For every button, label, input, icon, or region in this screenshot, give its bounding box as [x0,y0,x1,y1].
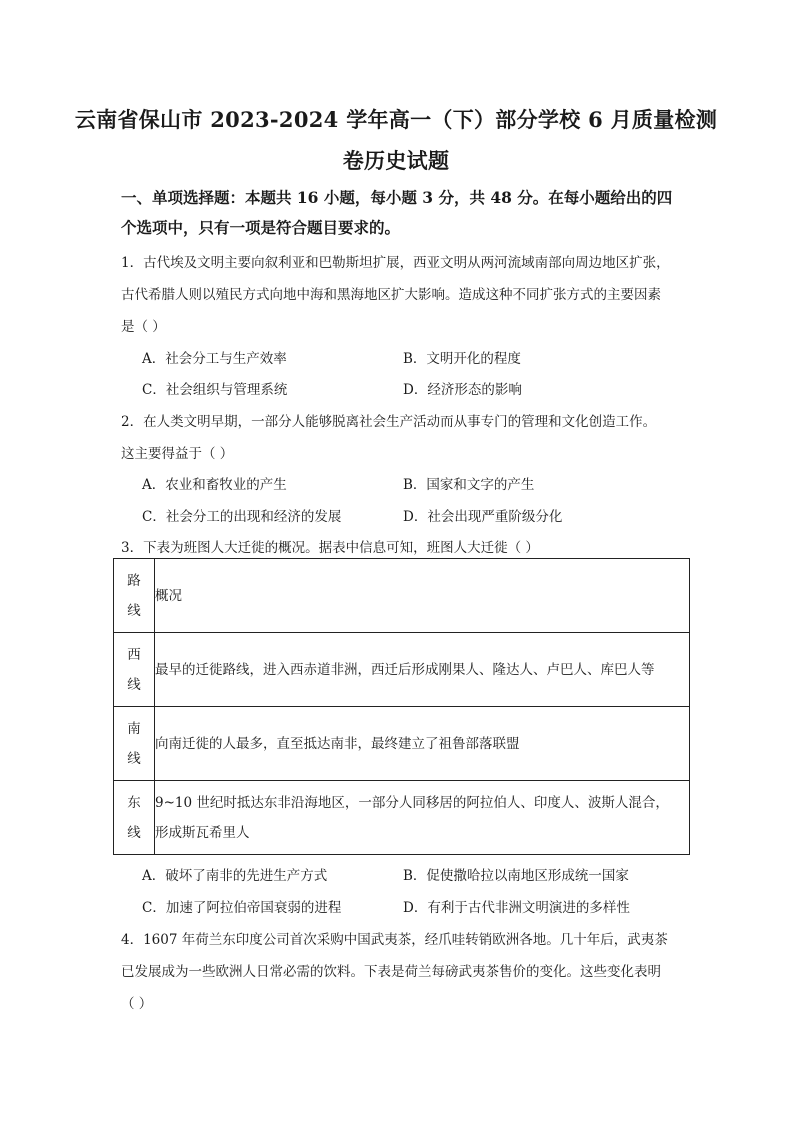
overview-text-line1: 向南迁徙的人最多，直至抵达南非，最终建立了祖鲁部落联盟 [155,735,520,752]
table-header-route [114,559,155,633]
table-row-route [114,781,155,855]
table-row-overview [155,633,690,707]
route-char1: 西 [127,646,141,663]
table-row-overview [155,707,690,781]
q2-option-d: D．社会出现严重阶级分化 [403,509,563,525]
exam-title-line1: 云南省保山市 2023-2024 学年高一（下）部分学校 6 月质量检测 [74,107,718,132]
q3-stem-line1: 3．下表为班图人大迁徙的概况。据表中信息可知，班图人大迁徙（ ） [121,540,539,556]
overview-text-line2: 形成斯瓦希里人 [155,824,250,841]
q3-option-a: A．破坏了南非的先进生产方式 [142,868,328,884]
route-char1: 南 [127,720,141,737]
table-header-row [114,559,690,633]
q4-stem-line1: 4．1607 年荷兰东印度公司首次采购中国武夷茶，经爪哇转销欧洲各地。几十年后，武夷茶 [121,932,668,948]
route-char2: 线 [127,676,141,693]
route-char2: 线 [127,824,141,841]
q2-stem-line2: 这主要得益于（ ） [121,446,234,462]
q1-stem-line2: 古代希腊人则以殖民方式向地中海和黑海地区扩大影响。造成这种不同扩张方式的主要因素 [121,287,661,303]
route-char1: 东 [127,794,141,811]
table-header-route-char1: 路 [127,572,141,589]
table-header-overview: 概况 [155,559,690,633]
q4-stem-line2: 已发展成为一些欧洲人日常必需的饮料。下表是荷兰每磅武夷茶售价的变化。这些变化表明 [121,964,661,980]
q1-option-d: D．经济形态的影响 [403,382,522,398]
route-char2: 线 [127,750,141,767]
q2-option-a: A．农业和畜牧业的产生 [142,477,287,493]
table-row-overview [155,781,690,855]
q3-option-b: B．促使撒哈拉以南地区形成统一国家 [403,868,629,884]
table-row [114,633,690,707]
q1-stem-line3: 是（ ） [121,319,166,335]
q2-stem-line1: 2．在人类文明早期，一部分人能够脱离社会生产活动而从事专门的管理和文化创造工作。 [121,414,657,430]
q1-option-b: B．文明开化的程度 [403,351,521,367]
q2-option-b: B．国家和文字的产生 [403,477,535,493]
q3-migration-table [113,558,690,855]
q3-option-d: D．有利于古代非洲文明演进的多样性 [403,900,630,916]
overview-text-line1: 最早的迁徙路线，进入西赤道非洲，西迁后形成刚果人、隆达人、卢巴人、库巴人等 [155,661,655,678]
section-heading-line2: 个选项中，只有一项是符合题目要求的。 [121,218,401,237]
table-row-route [114,633,155,707]
q1-stem-line1: 1．古代埃及文明主要向叙利亚和巴勒斯坦扩展，西亚文明从两河流域南部向周边地区扩张， [121,255,670,271]
table-row [114,781,690,855]
q3-option-c: C．加速了阿拉伯帝国衰弱的进程 [142,900,342,916]
overview-text-line1: 9~10 世纪时抵达东非沿海地区，一部分人同移居的阿拉伯人、印度人、波斯人混合， [155,794,669,811]
table-row [114,707,690,781]
table-row-route [114,707,155,781]
exam-title-line2: 卷历史试题 [342,148,450,173]
q1-option-a: A．社会分工与生产效率 [142,351,287,367]
q2-option-c: C．社会分工的出现和经济的发展 [142,509,342,525]
q1-option-c: C．社会组织与管理系统 [142,382,288,398]
section-heading-line1: 一、单项选择题：本题共 16 小题，每小题 3 分，共 48 分。在每小题给出的四 [121,188,673,207]
q4-stem-line3: （ ） [121,996,153,1012]
table-header-route-char2: 线 [127,602,141,619]
